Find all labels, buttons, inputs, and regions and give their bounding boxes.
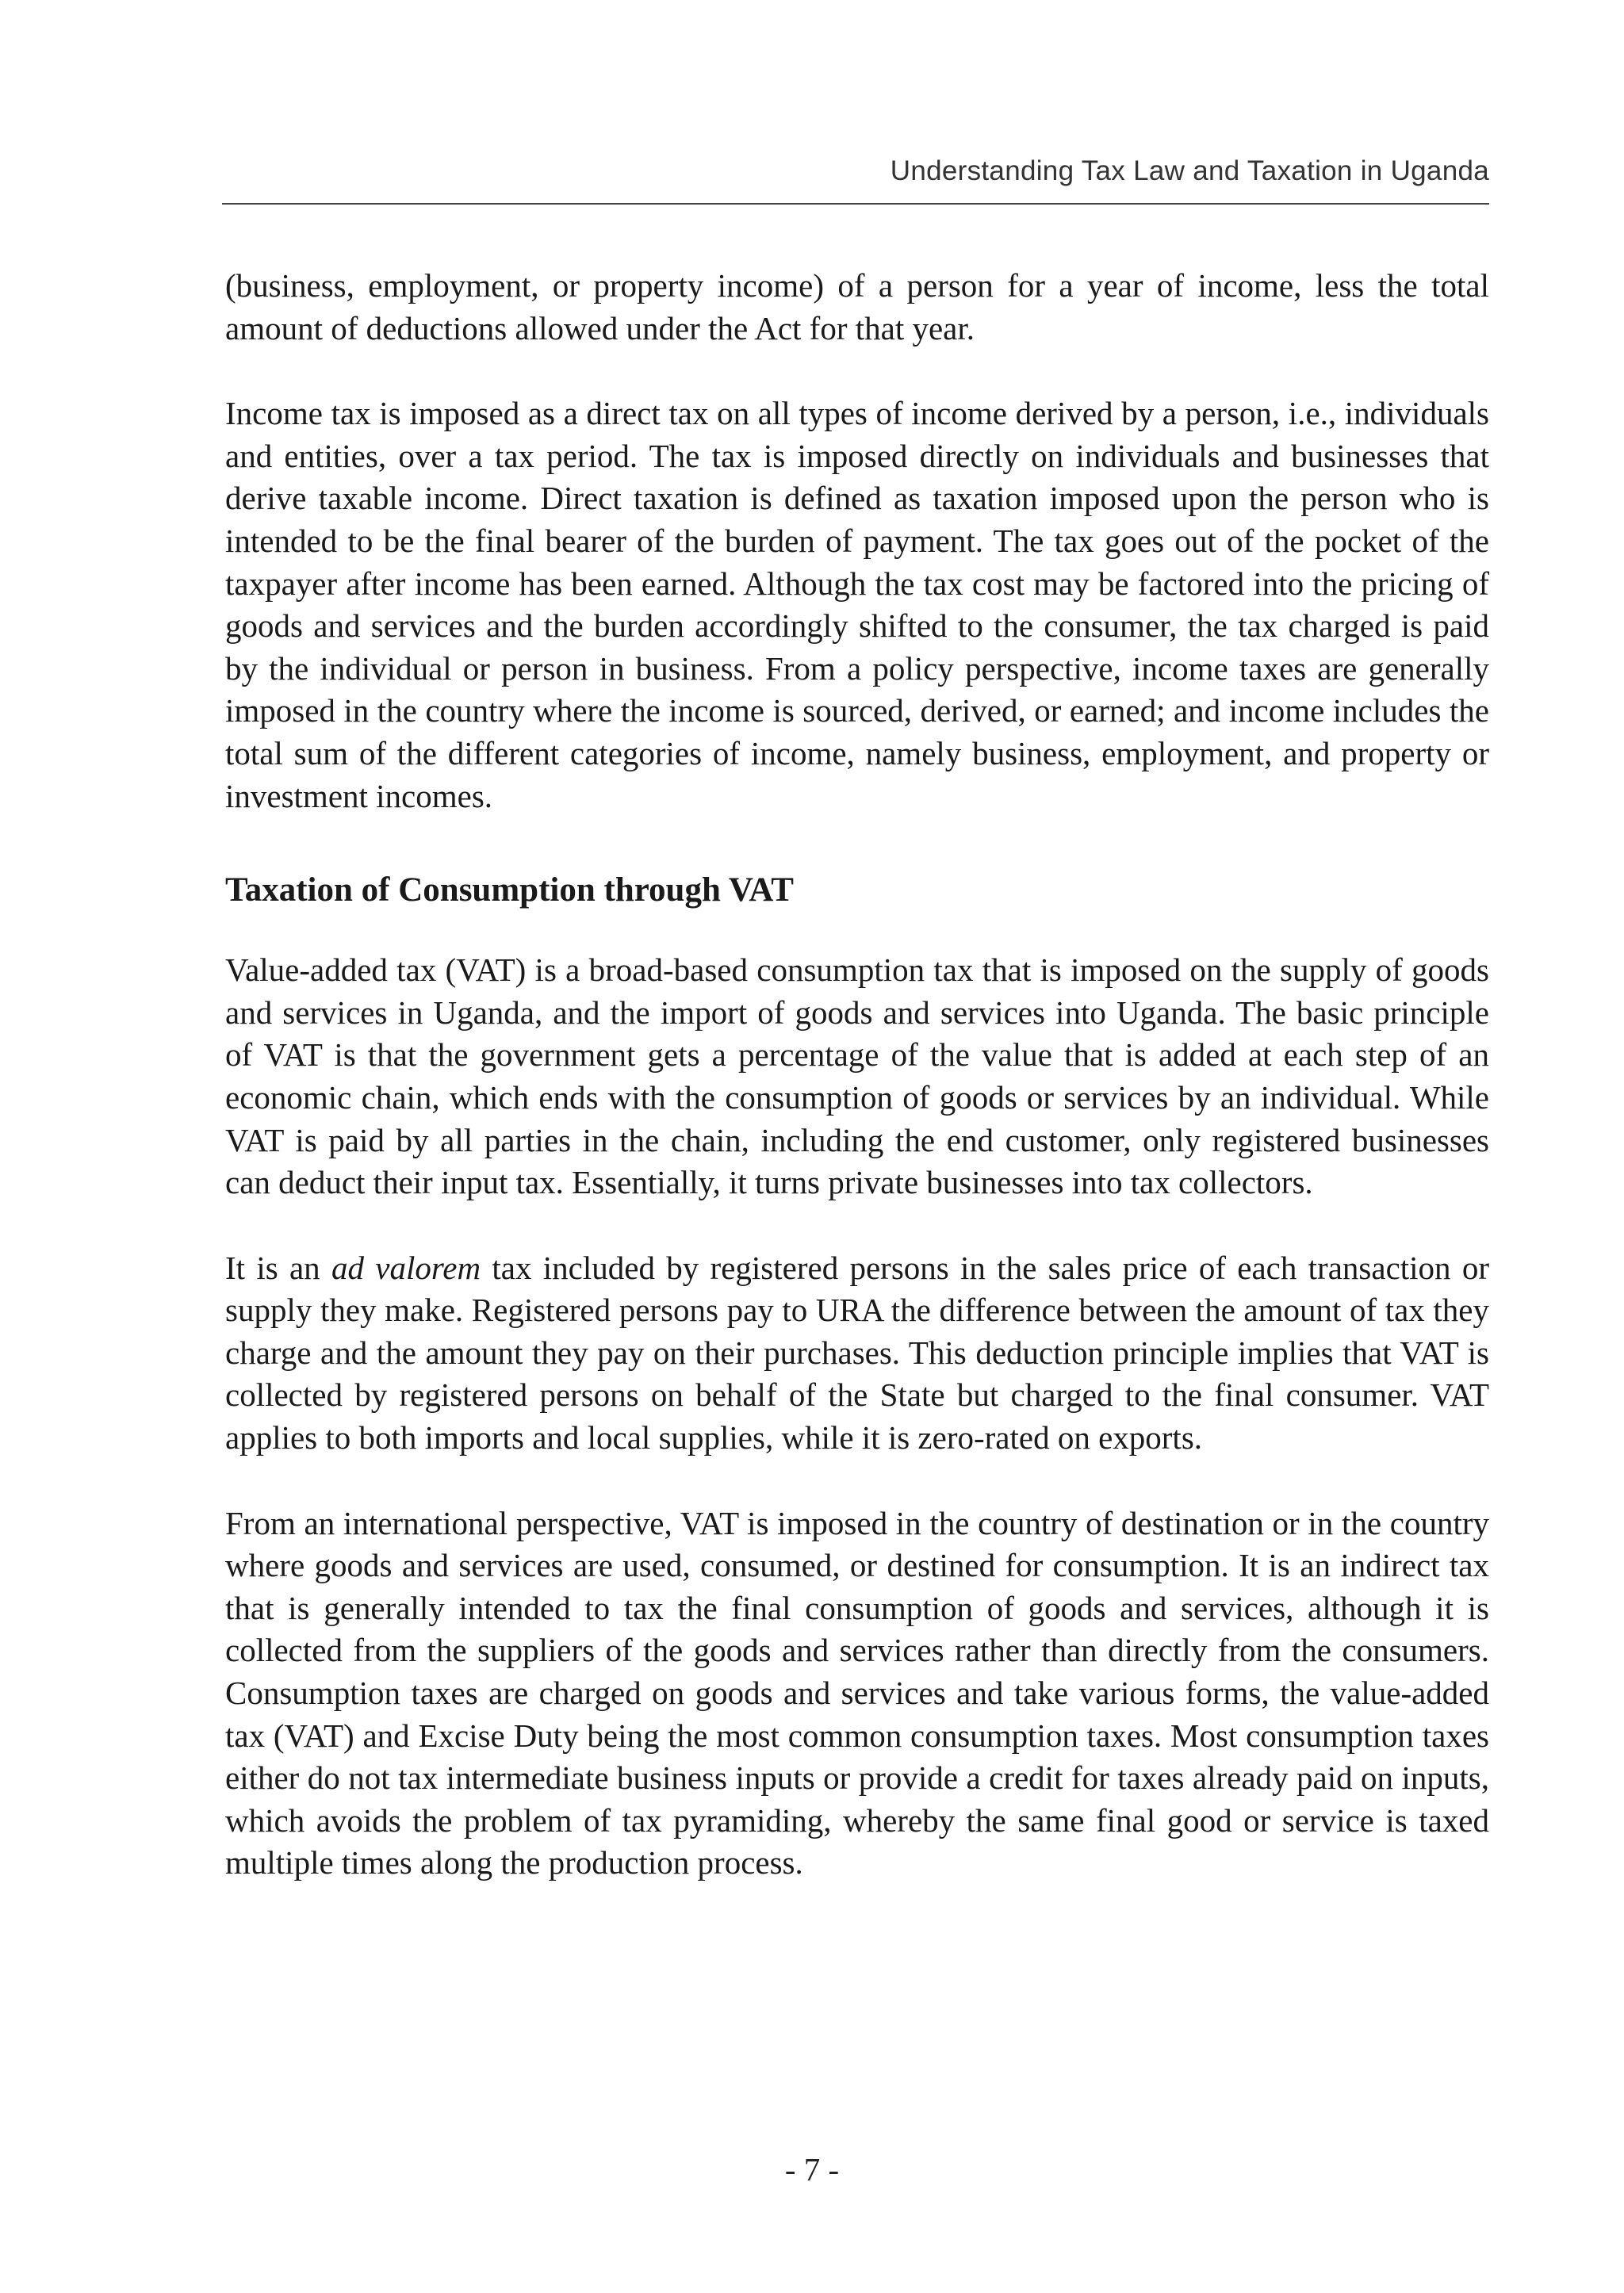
- paragraph-ad-valorem: [225, 1247, 1489, 1460]
- page-number: - 7 -: [784, 2151, 840, 2188]
- ad-valorem-term: ad valorem: [331, 1249, 481, 1286]
- paragraph-vat-definition: Value-added tax (VAT) is a broad-based consumption tax that is imposed on the supply of goods and services in Uganda, and the import of goods and services into Uganda. The basic principle of VAT is that the government gets a percentage of the value that is added at each step of an economic chain, which ends with the consumption of goods or services by an individual. While VAT is paid by all parties in the chain, including the end customer, only registered businesses can deduct their input tax. Essentially, it turns private businesses into tax collectors.: [225, 951, 1489, 1201]
- paragraph-income-definition: (business, employment, or property income) of a person for a year of income, less the total amount of deductions allowed under the Act for that year.: [225, 267, 1489, 346]
- paragraph-income-tax: Income tax is imposed as a direct tax on all types of income derived by a person, i.e., individuals and entities, over a tax period. The tax is imposed directly on individuals and businesses that derive taxable income. Direct taxation is defined as taxation imposed upon the person who is intended to be the final bearer of the burden of payment. The tax goes out of the pocket of the taxpayer after income has been earned. Although the tax cost may be factored into the pricing of goods and services and the burden accordingly shifted to the consumer, the tax charged is paid by the individual or person in business. From a policy perspective, income taxes are generally imposed in the country where the income is sourced, derived, or earned; and income includes the total sum of the different categories of income, namely business, employment, and property or investment incomes.: [225, 395, 1489, 814]
- running-header: Understanding Tax Law and Taxation in Uganda: [890, 155, 1489, 186]
- header-divider: [222, 203, 1489, 205]
- body-text: [225, 265, 1489, 1927]
- paragraph-ad-valorem-lead: It is an: [225, 1249, 331, 1286]
- paragraph-international-perspective: From an international perspective, VAT is imposed in the country of destination or in the country where goods and services are used, consumed, or destined for consumption. It is an indirect tax that is generally intended to tax the final consumption of goods and services, although it is collected from the suppliers of the goods and services rather than directly from the consumers. Consumption taxes are charged on goods and services and take various forms, the value-added tax (VAT) and Excise Duty being the most common consumption taxes. Most consumption taxes either do not tax intermediate business inputs or provide a credit for taxes already paid on inputs, which avoids the problem of tax pyramiding, whereby the same final good or service is taxed multiple times along the production process.: [225, 1504, 1489, 1881]
- section-heading-vat: Taxation of Consumption through VAT: [225, 871, 794, 909]
- paragraph-ad-valorem-rest: tax included by registered persons in the sales price of each transaction or supply they make. Registered persons pay to URA the difference between the amount of tax they charge and the amount they pay on their purchases. This deduction principle implies that VAT is collected by registered persons on behalf of the State but charged to the final consumer. VAT applies to both imports and local supplies, while it is zero-rated on exports.: [225, 1249, 1489, 1457]
